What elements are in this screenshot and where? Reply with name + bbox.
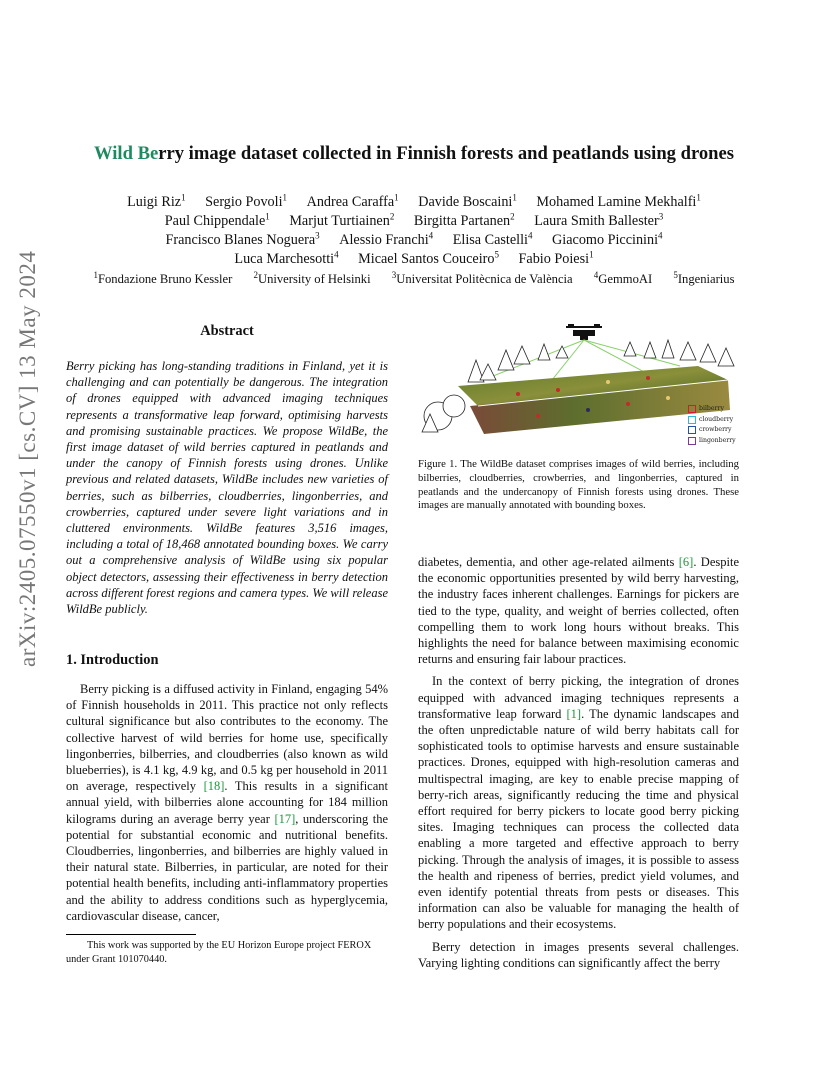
citation-link[interactable]: [6] [678, 555, 694, 569]
author: Mohamed Lamine Mekhalfi$^1$ [536, 192, 701, 210]
affiliation-list [40, 270, 788, 288]
author: Laura Smith Ballester$^3$ [534, 211, 664, 229]
author: Francisco Blanes Noguera$^3$ [165, 230, 320, 248]
right-column [418, 554, 739, 971]
author: Marjut Turtiainen$^2$ [289, 211, 395, 229]
paper-title [40, 142, 788, 166]
legend-item: lingonberry [688, 436, 736, 447]
author: Paul Chippendale$^1$ [164, 211, 270, 229]
figure-legend [688, 404, 736, 446]
affiliation: $^2$University of Helsinki [253, 269, 371, 286]
author: Luca Marchesotti$^4$ [234, 249, 339, 267]
author-list [60, 193, 768, 269]
author: Alessio Franchi$^4$ [339, 230, 434, 248]
title-highlight: Wild Be [94, 143, 159, 164]
legend-item: cloudberry [688, 415, 736, 426]
author: Micael Santos Couceiro$^5$ [358, 249, 499, 267]
affiliation: $^1$Fondazione Bruno Kessler [93, 269, 233, 286]
author: Elisa Castelli$^4$ [452, 230, 533, 248]
author: Luigi Riz$^1$ [127, 192, 186, 210]
author: Giacomo Piccinini$^4$ [552, 230, 663, 248]
legend-swatch [688, 426, 696, 434]
abstract-text: Berry picking has long-standing traditions in Finland, yet it is challenging and can potentially be dangerous. The integration of drones equipped with advanced imaging techniques represents a transformative leap forward, optimising harvests and promising sustainable practices. We propose WildBe, the first image dataset of wild berries captured in peatlands and under the canopy of Finnish forests using drones. Unlike previous and related datasets, WildBe includes new varieties of berries, such as bilberries, cloudberries, lingonberries, and crowberries, captured under severe light variations and in cluttered environments. WildBe features 3,516 images, including a total of 18,468 annotated bounding boxes. We carry out a comprehensive analysis of WildBe using six popular object detectors, assessing their effectiveness in berry detection across different forest regions and camera types. We will release WildBe publicly. [66, 359, 388, 617]
legend-swatch [688, 437, 696, 445]
abstract-heading: Abstract [200, 323, 254, 339]
legend-item: crowberry [688, 425, 736, 436]
affiliation: $^4$GemmoAI [593, 269, 653, 286]
paragraph: Berry detection in images presents several challenges. Varying lighting conditions can significantly affect the berry [418, 939, 739, 970]
affiliation: $^3$Universitat Politècnica de València [391, 269, 573, 286]
citation-link[interactable]: [17] [274, 811, 296, 826]
arxiv-side-stamp: arXiv:2405.07550v1 [cs.CV] 13 May 2024 [15, 250, 40, 667]
author: Birgitta Partanen$^2$ [413, 211, 515, 229]
citation-link[interactable]: [1] [566, 706, 582, 721]
intro-column [66, 681, 388, 924]
citation-link[interactable]: [18] [203, 779, 225, 794]
author: Davide Boscaini$^1$ [418, 192, 517, 210]
footnote-rule [66, 934, 196, 935]
paragraph: In the context of berry picking, the integration of drones equipped with advanced imaging techniques represents a transformative leap forward [1]. The dynamic landscapes and the often unpredictable nature of wild berry habitats call for sophisticated tools to optimise harvests and ensure sustainable practices. Drones, equipped with high-resolution cameras and multispectral imaging, are key to enable precise mapping of berry-rich areas, significantly reducing the time and physical effort required for berry pickers to locate good berry picking sites. Imaging techniques can process the collected data enabling a more targeted and effective approach to berry picking. Through the analysis of images, it is possible to assess the health and ripeness of berries, predict yield volumes, and even identify potential threats from pests or diseases. This information can also be valuable for managing the health of berry populations and their ecosystems. [418, 674, 739, 932]
paragraph: diabetes, dementia, and other age-related ailments [6]. Despite the economic opportunities presented by wild berry harvesting, the industry faces inherent challenges. Earnings for pickers are tied to the type, quality, and weight of berries collected, often compelling them to work long hours without breaks. This highlights the need for balance between maximising economic returns and ensuring fair labour practices. [418, 555, 739, 667]
title-rest: rry image dataset collected in Finnish forests and peatlands using drones [158, 143, 734, 164]
figure-1 [418, 320, 739, 448]
drone-icon [566, 324, 602, 340]
figure-caption: Figure 1. The WildBe dataset comprises images of wild berries, including bilberries, cloudberries, crowberries, and lingonberries, captured in peatlands and the undercanopy of Finnish forests using drones. These images are manually annotated with bounding boxes. [418, 458, 739, 512]
intro-paragraph: Berry picking is a diffused activity in Finland, engaging 54% of Finnish households in 2011. This practice not only reflects cultural significance but also contributes to the economy. The collective harvest of wild berries for home use, specifically lingonberries, bilberries, and cloudberries (also known as wild blueberries), is 4.1 kg, 4.9 kg, and 0.5 kg per household in 2011 on average, respectively [18]. This results in a significant annual yield, with bilberries alone accounting for 184 million kilograms during an average berry year [17], underscoring the potential for substantial economic and nutritional benefits. Cloudberries, lingonberries, and bilberries are highly valued in their natural state. Bilberries, in particular, are noted for their potential health benefits, including anti-inflammatory properties and the ability to address conditions such as hyperglycemia, cardiovascular disease, cancer, [66, 682, 389, 923]
footnote: This work was supported by the EU Horizon Europe project FEROX under Grant 101070440. [66, 940, 372, 965]
legend-item: bilberry [688, 404, 736, 415]
author: Sergio Povoli$^1$ [205, 192, 288, 210]
section-heading-introduction: 1. Introduction [66, 652, 159, 668]
legend-swatch [688, 416, 696, 424]
author: Fabio Poiesi$^1$ [518, 249, 594, 267]
affiliation: $^5$Ingeniarius [673, 269, 735, 286]
legend-swatch [688, 405, 696, 413]
author: Andrea Caraffa$^1$ [306, 192, 399, 210]
